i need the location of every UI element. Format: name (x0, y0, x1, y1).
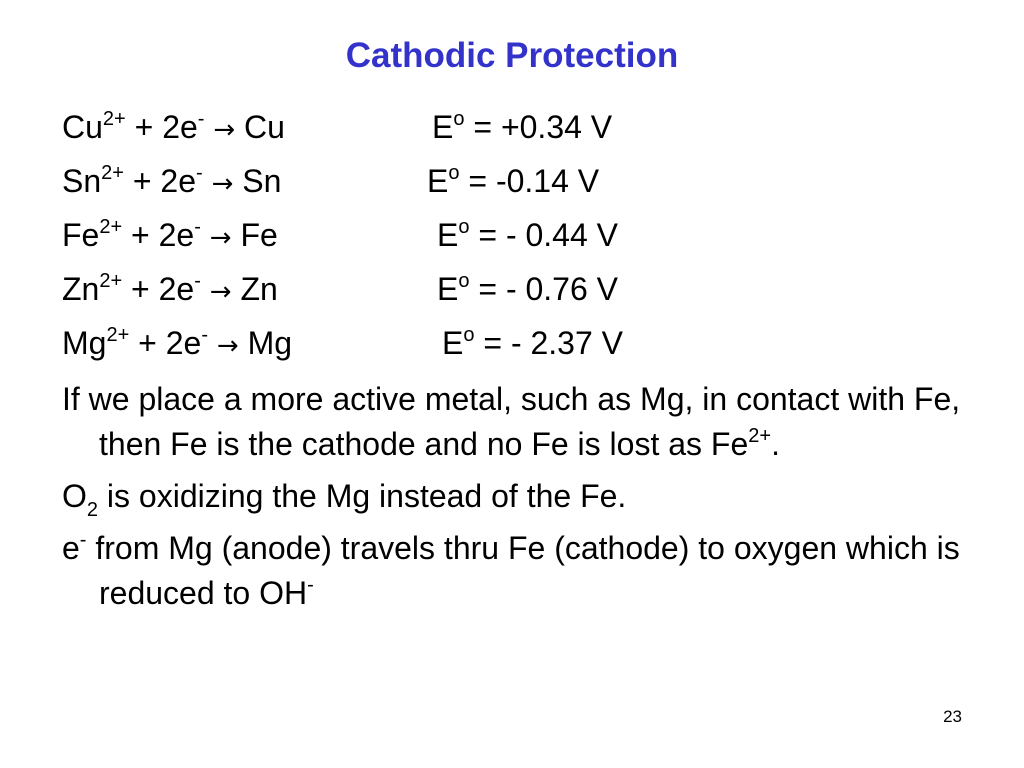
arrow-icon: → (211, 169, 234, 199)
standard-potential: $E^o$ = - 0.76 V (437, 270, 618, 307)
arrow-icon: → (209, 223, 232, 253)
equation-cu (62, 100, 962, 154)
standard-potential: $E^o$ = - 2.37 V (442, 324, 623, 361)
paragraph-oxidizing: $O_2$ is oxidizing the Mg instead of the Fe. (62, 478, 627, 521)
paragraph-active-metal: If we place a more active metal, such as Mg, in contact with Fe, then Fe is the cathode and no Fe is lost as $Fe^{2+}$. (62, 381, 961, 462)
half-reaction: $Mg^{2+} + 2e^- \to Mg$ (62, 324, 293, 361)
half-reaction: $Fe^{2+} + 2e^- \to Fe$ (62, 216, 278, 253)
half-reaction: $Cu^{2+} + 2e^- \to Cu$ (62, 108, 285, 145)
arrow-icon: → (213, 115, 236, 145)
equation-sn (62, 154, 962, 208)
equation-fe (62, 208, 962, 262)
slide-title: Cathodic Protection (345, 36, 679, 75)
page-number: 23 (943, 707, 962, 726)
standard-potential: $E^o$ = - 0.44 V (437, 216, 618, 253)
half-reaction: $Sn^{2+} + 2e^- \to Sn$ (62, 162, 282, 199)
half-reaction: $Zn^{2+} + 2e^- \to Zn$ (62, 270, 278, 307)
slide-content (62, 100, 962, 616)
arrow-icon: → (216, 331, 239, 361)
paragraph-electron-flow: e- from Mg (anode) travels thru Fe (cathode) to oxygen which is reduced to OH- (62, 529, 960, 611)
equation-zn (62, 262, 962, 316)
equation-mg (62, 316, 962, 370)
standard-potential: $E^o = +0.34$ V (432, 108, 613, 145)
arrow-icon: → (209, 277, 232, 307)
standard-potential: $E^o = -0.14$ V (427, 162, 600, 199)
